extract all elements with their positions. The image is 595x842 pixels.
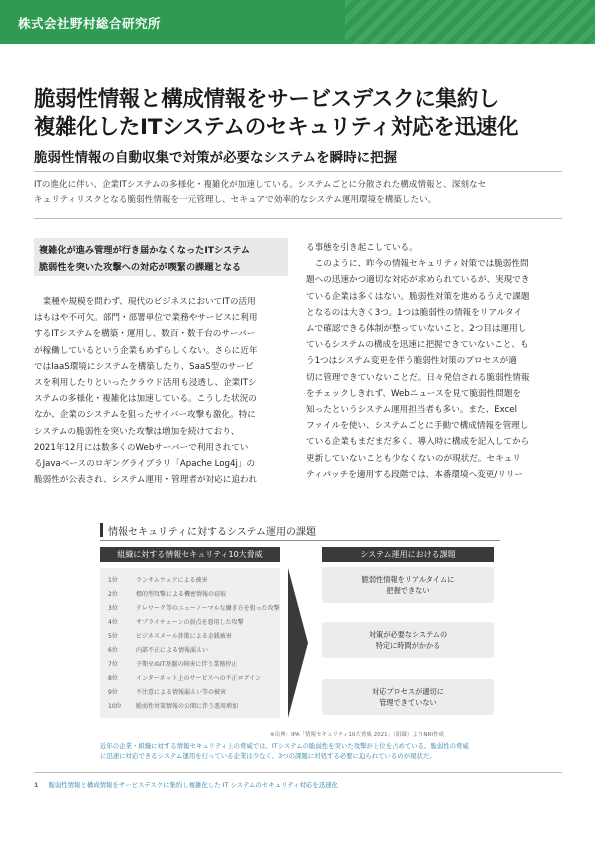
threat-item [108,645,208,654]
task-line: 対策が必要なシステムの [368,630,448,639]
threat-rank: 2位 [108,591,118,598]
threat-rank: 4位 [108,619,118,626]
footer-text: 脆弱性情報と構成情報をサービスデスクに集約し複雑化した IT システムのセキュリティ対応を迅速化 [48,781,338,789]
body-line: ティパッチを適用する段階では、本番環境へ変更/リリー [306,469,524,480]
divider [34,218,562,219]
task-box [322,622,494,658]
body-line: スを利用したりといったクラウド活用も浸透し、企業ITシ [34,378,257,389]
body-line: ている企業もまだまだ多く、導入時に構成を記入してから [306,437,530,448]
body-line: 脆弱性が公表され、システム運用・管理者が対応に追われ [34,475,258,486]
article-subtitle: 脆弱性情報の自動収集で対策が必要なシステムを瞬時に把握 [34,150,398,166]
lead-paragraph [34,178,562,208]
threat-rank: 8位 [108,675,118,682]
threat-item [108,673,261,682]
threat-text: サプライチェーンの弱点を悪用した攻撃 [136,619,244,626]
figure-caption [100,741,510,761]
body-line: ステムの多様化・複雑化は加速している。こうした状況の [34,394,257,405]
body-line: はもはや不可欠。部門・部署単位で業務やサービスに利用 [34,313,258,324]
threat-text: ランサムウェアによる被害 [136,577,208,584]
threat-item [108,659,237,668]
threat-text: 脆弱性対策情報の公開に伴う悪用増加 [136,703,239,710]
threat-item [108,701,238,710]
threat-rank: 5位 [108,633,118,640]
threat-text: 予期せぬIT基盤の障害に伴う業務停止 [136,661,238,668]
body-line: ムで確認できる体制が整っていないこと、2つ目は運用し [306,324,527,335]
body-line: ている企業は多くはない。脆弱性対策を進めるうえで課題 [306,291,530,302]
task-line: 脆弱性情報をリアルタイムに [361,575,455,584]
section-heading [34,238,288,276]
body-line: するITシステムを構築・運用し、数百・数千台のサーバー [34,329,256,340]
page-footer [34,780,338,789]
body-line: 更新していないことも少なくないのが現状だ。セキュリ [306,453,521,464]
threat-item [108,617,244,626]
caption-line: 近年の企業・組織に対する情報セキュリティ上の脅威では、ITシステムの脆弱性を突いた攻撃が上位を占めている。脆弱性の脅威 [100,742,469,750]
threat-rank: 10位 [108,703,122,710]
task-line: 把握できない [386,586,430,595]
threat-item [108,631,232,640]
footer-divider [34,772,562,773]
threat-item [108,589,226,598]
lead-line: キュリティリスクとなる脆弱性情報を一元管理し、セキュアで効率的なシステム運用環境を構築したい。 [34,195,437,205]
body-line: が稼働しているという企業もめずらしくない。さらに近年 [34,345,258,356]
threat-text: ビジネスメール詐欺による金銭被害 [136,633,232,640]
body-line: ではIaaS環境にシステムを構築したり、SaaS型のサービ [34,361,254,372]
figure-title: 情報セキュリティに対するシステム運用の課題 [108,527,316,538]
right-column [306,240,564,483]
page-number: 1 [34,781,39,789]
caption-line: に迅速に対応できるシステム運用を行っている企業は少なく、3つの課題に対処する必要に迫られているのが現状だ。 [100,752,436,760]
threat-item [108,603,280,612]
threat-rank: 7位 [108,661,118,668]
body-line: 2021年12月には数多くのWebサーバーで利用されてい [34,442,249,453]
body-line: をチェックしきれず、Webニュースを見て脆弱性問題を [306,388,522,399]
right-arrow-icon [288,568,308,718]
banner-stripe-decoration [345,0,595,44]
body-line: る事態を引き起こしている。 [306,243,418,253]
section-heading-line: 脆弱性を突いた攻撃への対応が喫緊の課題となる [39,262,242,273]
tasks-header: システム運用における課題 [322,547,494,562]
threats-header: 組織に対する情報セキュリティ10大脅威 [100,547,280,562]
body-line: 業種や規模を問わず、現代のビジネスにおいてITの活用 [42,297,256,307]
task-line: 対応プロセスが適切に [372,687,444,696]
body-line: るJavaベースのロギングライブラリ「Apache Log4j」の [34,459,256,470]
left-column [34,294,288,488]
threat-rank: 6位 [108,647,118,654]
company-name: 株式会社野村総合研究所 [18,16,162,31]
threat-item [108,687,226,696]
body-line: 切に管理できていないことだ。日々発信される脆弱性情報 [306,372,530,383]
body-line: システムの脆弱性を突いた攻撃は増加を続けており、 [34,426,240,437]
body-line: ファイルを使い、システムごとに手動で構成情報を管理し [306,421,529,432]
body-line: 知ったというシステム運用担当者も多い。また、Excel [306,405,517,416]
article-title-line: 複雑化したITシステムのセキュリティ対応を迅速化 [34,115,519,140]
divider [34,171,562,172]
body-line: このように、昨今の情報セキュリティ対策では脆弱性問 [314,259,529,270]
article-title-line: 脆弱性情報と構成情報をサービスデスクに集約し [34,87,500,112]
threat-text: テレワーク等のニューノーマルな働き方を狙った攻撃 [136,605,280,612]
figure-rule [100,540,500,541]
threat-item [108,575,207,584]
header-banner [0,0,595,44]
lead-line: ITの進化に伴い、企業ITシステムの多様化・複雑化が加速している。システムごとに分散された構成情報と、深刻なセ [34,180,487,190]
threat-text: 内部不正による情報漏えい [136,647,209,654]
body-line: う1つはシステム変更を伴う脆弱性対策のプロセスが適 [306,356,517,367]
article-title [34,86,564,142]
body-line: 題への迅速かつ適切な対応が求められているが、実現でき [306,275,530,286]
task-line: 特定に時間がかかる [375,641,441,650]
body-line: となるのは大きく3つ。1つは脆弱性の情報をリアルタイ [306,307,522,318]
threat-rank: 1位 [108,577,118,584]
task-line: 管理できていない [379,698,437,707]
threat-text: 不注意による情報漏えい等の被害 [136,689,227,696]
section-heading-line: 複雑化が進み管理が行き届かなくなったITシステム [39,245,250,256]
figure-title-marker [100,523,103,537]
body-line: なか、企業のシステムを狙ったサイバー攻撃も激化。特に [34,410,256,421]
task-box [322,567,494,603]
threat-text: インターネット上のサービスへの不正ログイン [136,675,262,682]
body-line: ているシステムの構成を迅速に把握できていないこと、も [306,340,529,351]
threat-rank: 3位 [108,605,118,612]
threat-rank: 9位 [108,689,118,696]
figure-source: ※出典：IPA「情報セキュリティ10大脅威 2021」（組織）よりNRI作成 [270,732,444,738]
threat-text: 標的型攻撃による機密情報の窃取 [136,591,227,598]
task-box [322,679,494,715]
